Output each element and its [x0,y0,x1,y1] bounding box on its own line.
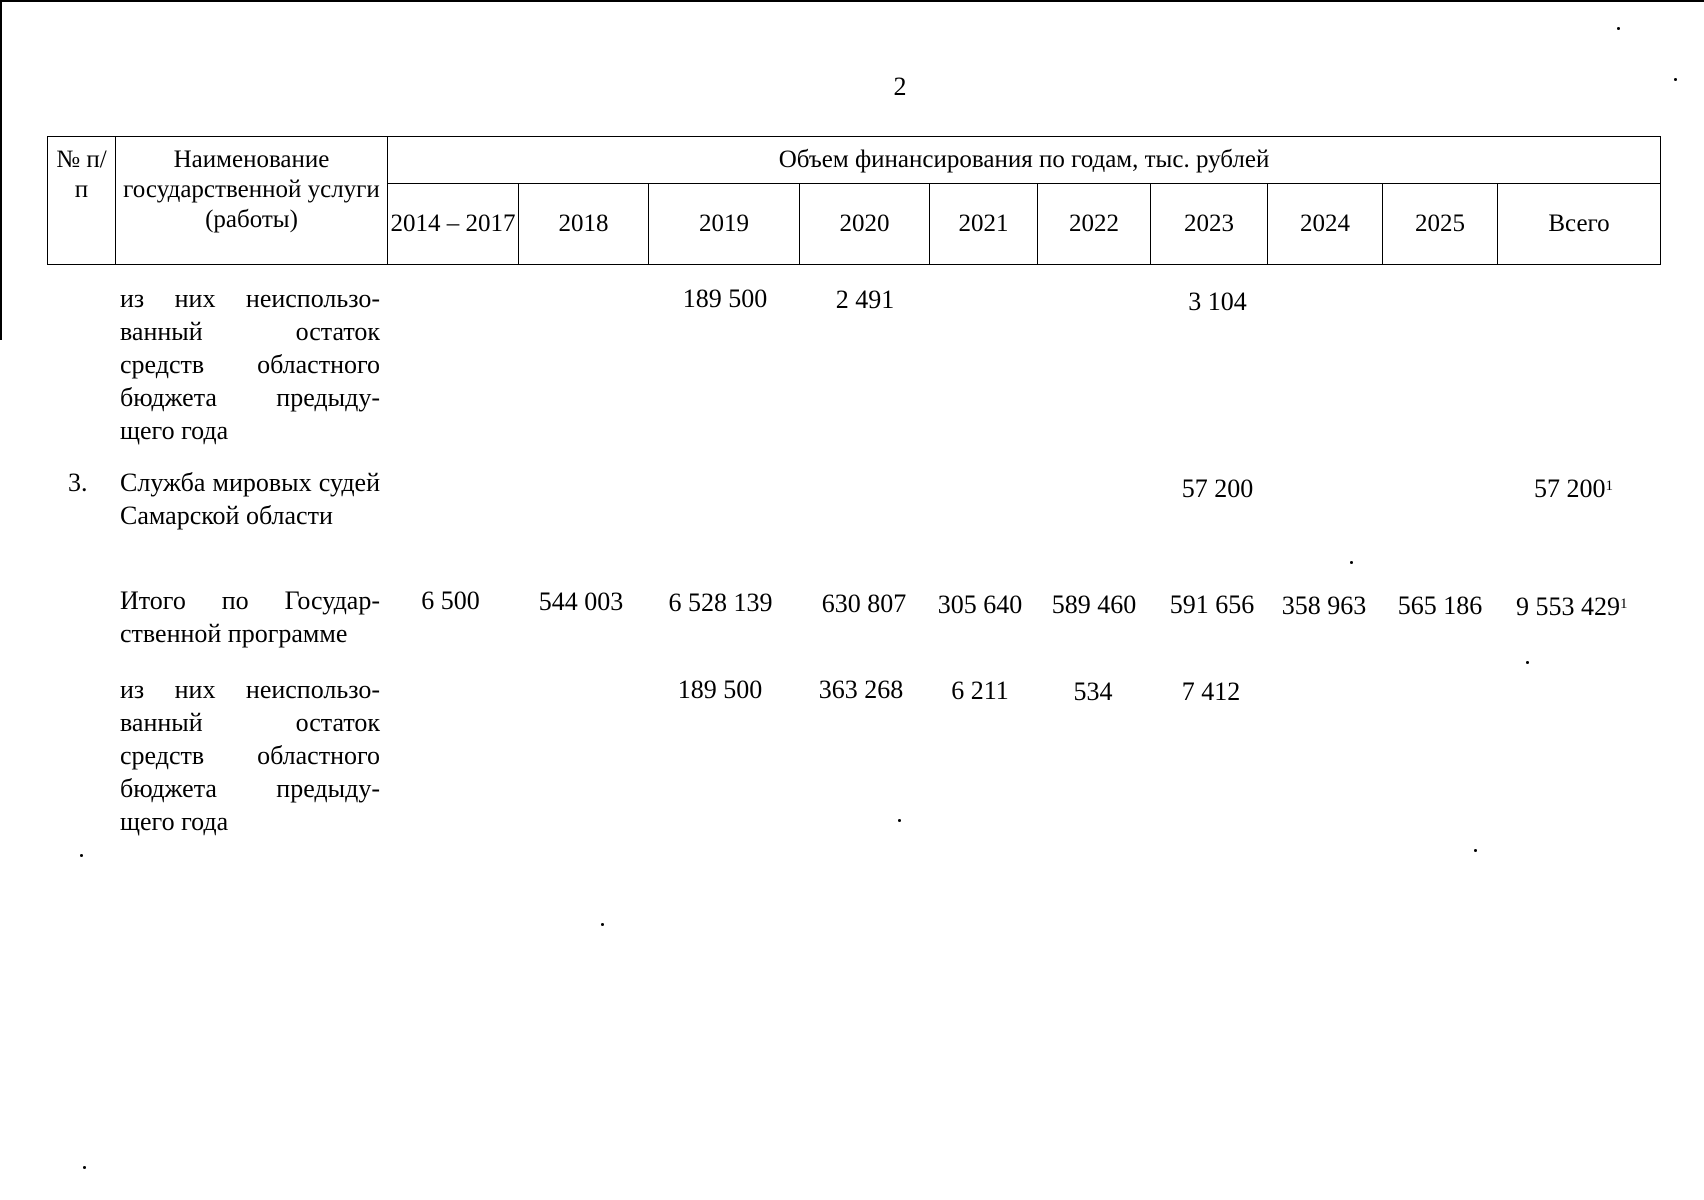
header-year: 2022 [1038,184,1151,265]
header-year: 2014 – 2017 [388,184,519,265]
row-index: 3. [68,468,88,497]
row-value-2025: 565 186 [1397,591,1483,620]
row-name: из них неиспользо-ванный остаток средств областного бюджета предыду-щего года [120,675,380,836]
scan-edge-top [0,0,1704,2]
row-value-2023: 591 656 [1169,590,1255,619]
scan-speck [1674,78,1677,81]
row-value-2021: 305 640 [937,590,1023,619]
row-name: Итого по Государ-ственной программе [120,586,380,648]
header-year: 2024 [1268,184,1383,265]
scan-speck [601,923,604,926]
scan-edge-left [0,0,2,340]
row-value-2019: 189 500 [682,284,768,313]
header-year: 2020 [800,184,930,265]
header-year: 2023 [1151,184,1268,265]
row-value-2023: 57 200 [1181,474,1254,503]
row-value-2020: 2 491 [835,285,895,314]
header-total: Всего [1498,184,1661,265]
header-year: 2021 [930,184,1038,265]
scan-speck [898,819,901,822]
row-value-2019: 189 500 [677,675,763,704]
row-value-total: 9 553 $429^1$ [1516,592,1628,621]
header-year: 2019 [649,184,800,265]
header-year: 2025 [1383,184,1498,265]
row-name: из них неиспользо-ванный остаток средств областного бюджета предыду-щего года [120,284,380,445]
row-value-2018: 544 003 [538,587,624,616]
row-value-total: 57 $200^1$ [1534,474,1613,503]
scan-speck [1350,561,1353,564]
scan-speck [1617,27,1620,30]
row-value-2019: 6 528 139 [668,588,773,617]
scan-speck [80,854,83,857]
row-name: Служба мировых судей Самарской области [120,468,380,530]
page-number: 2 [893,72,907,101]
header-financing-group: Объем финансирования по годам, тыс. рублей [388,137,1661,184]
row-value-2024: 358 963 [1281,591,1367,620]
scan-speck [1474,849,1477,852]
row-value-2020: 363 268 [818,675,904,704]
row-value-2022: 534 [1073,677,1113,706]
header-year: 2018 [519,184,649,265]
table-header [47,136,1661,265]
row-value-2022: 589 460 [1051,590,1137,619]
row-value-2023: 7 412 [1181,677,1241,706]
scan-speck [1526,661,1529,664]
scan-speck [83,1166,86,1169]
header-num: № п/п [48,137,116,265]
row-value-2023: 3 104 [1188,287,1247,316]
row-value-2014-2017: 6 500 [421,586,480,615]
row-value-2020: 630 807 [821,589,907,618]
header-name: Наименование государственной услуги (работы) [116,137,388,265]
row-value-2021: 6 211 [951,676,1009,705]
